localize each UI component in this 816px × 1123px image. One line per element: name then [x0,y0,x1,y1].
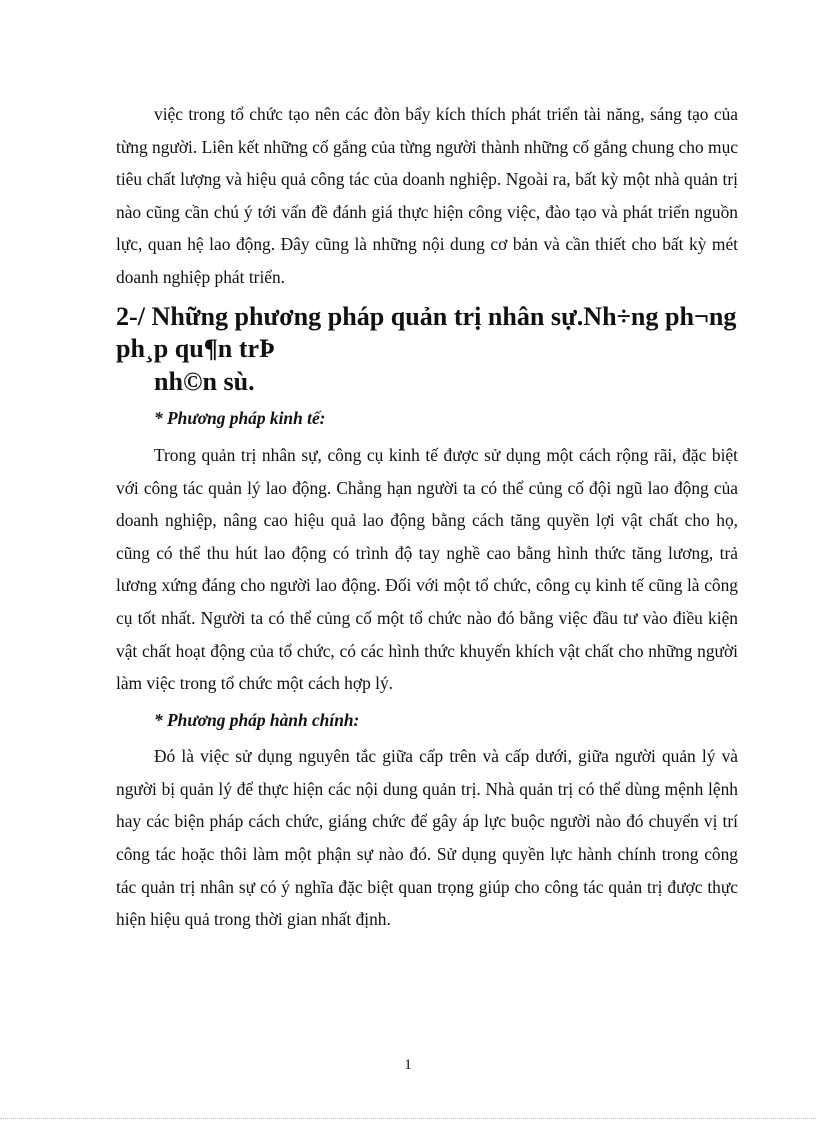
administrative-method-title: * Phương pháp hành chính: [154,709,360,730]
administrative-method-paragraph: Đó là việc sử dụng nguyên tắc giữa cấp trên và cấp dưới, giữa người quản lý và người bị quản lý để thực hiện các nội dung quản trị. Nhà quản trị có thể dùng mệnh lệnh hay các biện pháp cách chức, giáng chức để gây áp lực buộc người nào đó chuyển vị trí công tác hoặc thôi làm một phận sự nào đó. Sử dụng quyền lực hành chính trong công tác quản trị nhân sự có ý nghĩa đặc biệt quan trọng giúp cho công tác quản trị được thực hiện hiệu quả trong thời gian nhất định. [116,746,738,930]
page-number: 1 [404,1057,412,1073]
section-heading [116,301,738,399]
page-bottom-rule [0,1118,816,1119]
section-heading-continuation: nh©n sù. [154,366,255,396]
economic-method-paragraph: Trong quản trị nhân sự, công cụ kinh tế được sử dụng một cách rộng rãi, đặc biệt với công tác quản lý lao động. Chẳng hạn người ta có thể củng cố đội ngũ lao động của doanh nghiệp, nâng cao hiệu quả lao động bằng cách tăng quyền lợi vật chất cho họ, cũng có thể thu hút lao động có trình độ tay nghề cao bằng hình thức tăng lương, trả lương xứng đáng cho người lao động. Đối với một tổ chức, công cụ kinh tế cũng là công cụ tốt nhất. Người ta có thể củng cố một tổ chức nào đó bằng việc đầu tư vào điều kiện vật chất hoạt động của tổ chức, có các hình thức khuyến khích vật chất cho những người làm việc trong tổ chức một cách hợp lý. [116,444,738,694]
section-heading-title: 2-/ Những phương pháp quản trị nhân sự.Nh÷ng ph¬ng ph¸p qu¶n trÞ [116,301,737,364]
intro-paragraph: việc trong tổ chức tạo nên các đòn bẩy kích thích phát triển tài năng, sáng tạo của từng người. Liên kết những cố gắng của từng người thành những cố gắng chung cho mục tiêu chất lượng và hiệu quả công tác của doanh nghiệp. Ngoài ra, bất kỳ một nhà quản trị nào cũng cần chú ý tới vấn đề đánh giá thực hiện công việc, đào tạo và phát triển nguồn lực, quan hệ lao động. Đây cũng là những nội dung cơ bản và cần thiết cho bất kỳ mét doanh nghiệp phát triển. [116,104,738,287]
economic-method-title: * Phương pháp kinh tế: [154,408,326,429]
page-content [116,98,738,936]
